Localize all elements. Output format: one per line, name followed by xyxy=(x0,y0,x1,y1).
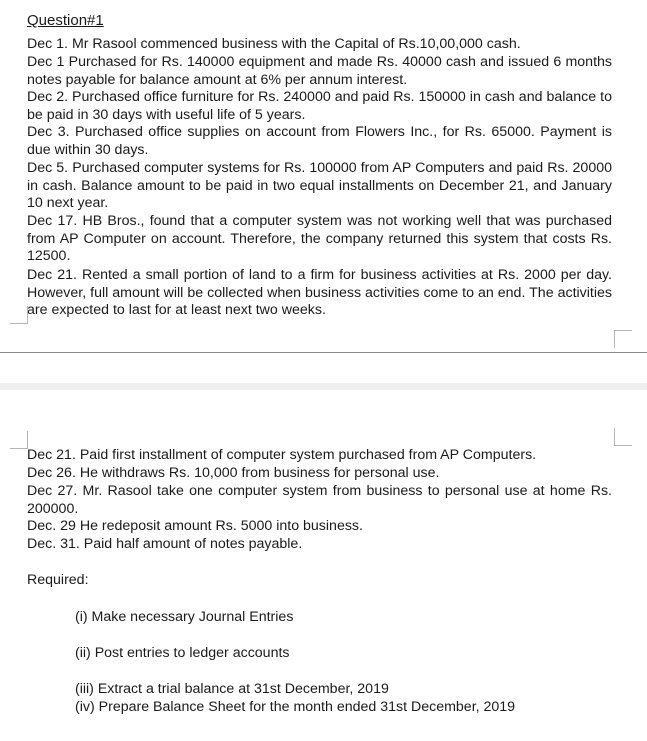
entry-dec1-capital: Dec 1. Mr Rasool commenced business with the Capital of Rs.10,00,000 cash. xyxy=(27,36,521,52)
page-corner-mark-bottom-left xyxy=(10,306,28,324)
page-break-band xyxy=(0,383,647,390)
entry-dec21-rent: Dec 21. Rented a small portion of land to a firm for business activities at Rs. 2000 per day. However, full amount will be collected when business activities come to an end. The activities are expected to last for at least next two weeks. xyxy=(27,267,612,319)
page-corner-mark-bottom-right xyxy=(614,330,632,348)
question-title: Question#1 xyxy=(27,12,104,29)
entry-dec31-notes: Dec. 31. Paid half amount of notes payable. xyxy=(27,536,303,552)
entry-dec17-return: Dec 17. HB Bros., found that a computer system was not working well that was purchased from AP Computer on account. Therefore, the company returned this system that costs Rs. 12500. xyxy=(27,213,612,265)
entry-dec5-computers: Dec 5. Purchased computer systems for Rs. 100000 from AP Computers and paid Rs. 20000 in cash. Balance amount to be paid in two equal installments on December 21, and January 10 next year. xyxy=(27,160,612,212)
entry-dec29-redeposit: Dec. 29 He redeposit amount Rs. 5000 into business. xyxy=(27,518,363,534)
entry-dec27-personal-use: Dec 27. Mr. Rasool take one computer system from business to personal use at home Rs. 200000. xyxy=(27,483,612,517)
required-item-trial-balance: (iii) Extract a trial balance at 31st December, 2019 xyxy=(75,681,389,697)
page-corner-mark-top-left xyxy=(10,431,28,449)
required-item-balance-sheet: (iv) Prepare Balance Sheet for the month ended 31st December, 2019 xyxy=(75,699,516,715)
entry-dec21-installment: Dec 21. Paid first installment of computer system purchased from AP Computers. xyxy=(27,447,537,463)
document-page-2 xyxy=(0,421,647,741)
required-item-ledger: (ii) Post entries to ledger accounts xyxy=(75,645,290,661)
entry-dec3-supplies: Dec 3. Purchased office supplies on account from Flowers Inc., for Rs. 65000. Payment is due within 30 days. xyxy=(27,124,612,158)
page-corner-mark-top-right xyxy=(614,428,632,446)
required-label: Required: xyxy=(27,572,89,588)
entry-dec1-equipment: Dec 1 Purchased for Rs. 140000 equipment and made Rs. 40000 cash and issued 6 months notes payable for balance amount at 6% per annum interest. xyxy=(27,54,612,88)
document-page-1 xyxy=(0,0,647,353)
entry-dec2-furniture: Dec 2. Purchased office furniture for Rs. 240000 and paid Rs. 150000 in cash and balance to be paid in 30 days with useful life of 5 years. xyxy=(27,89,612,123)
entry-dec26-withdrawal: Dec 26. He withdraws Rs. 10,000 from business for personal use. xyxy=(27,465,440,481)
required-item-journal: (i) Make necessary Journal Entries xyxy=(75,609,294,625)
page-1-bottom-edge xyxy=(0,352,647,353)
